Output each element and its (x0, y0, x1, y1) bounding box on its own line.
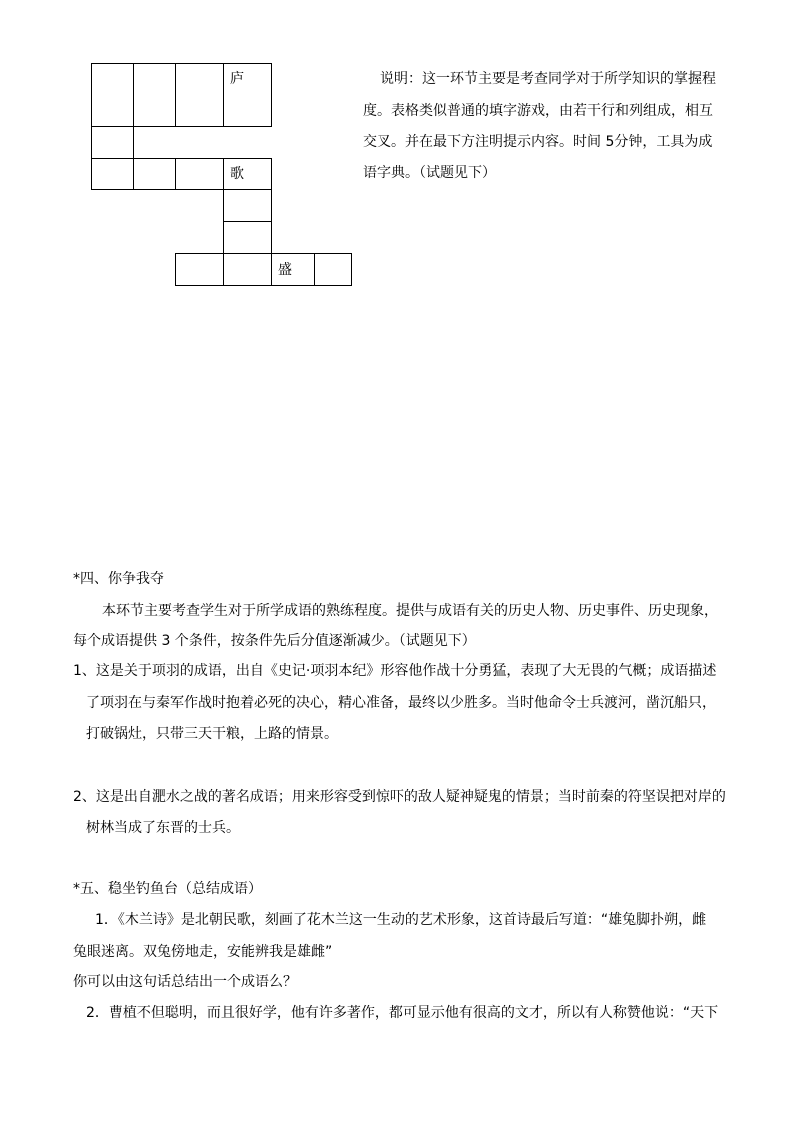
section5-q1-prompt: 你可以由这句话总结出一个成语么？ (73, 974, 297, 990)
question-2-line: 树林当成了东晋的士兵。 (86, 820, 240, 836)
crossword-cell[interactable] (91, 63, 134, 127)
question-1-line: 了项羽在与秦军作战时抱着必死的决心，精心准备，最终以少胜多。当时他命令士兵渡河，凿沉船只， (86, 695, 716, 711)
section4-intro-line: 本环节主要考查学生对于所学成语的熟练程度。提供与成语有关的历史人物、历史事件、历史现象， (102, 603, 718, 619)
crossword-cell[interactable] (223, 221, 272, 254)
crossword-cell[interactable] (175, 158, 224, 190)
crossword-cell[interactable] (133, 158, 176, 190)
note-line: 语字典。（试题见下） (363, 165, 496, 181)
note-line: 交叉。并在最下方注明提示内容。时间 5分钟，工具为成 (363, 134, 713, 150)
section5-heading: *五、稳坐钓鱼台（总结成语） (73, 881, 262, 897)
section5-q2-line: 2．曹植不但聪明，而且很好学，他有许多著作，都可显示他有很高的文才，所以有人称赞他说：“天下 (86, 1005, 719, 1021)
question-1-line: 1、这是关于项羽的成语，出自《史记·项羽本纪》形容他作战十分勇猛，表现了大无畏的气概；成语描述 (73, 663, 717, 679)
crossword-cell[interactable] (91, 158, 134, 190)
crossword-char-ge: 歌 (230, 166, 244, 182)
crossword-cell-ge[interactable] (223, 158, 272, 190)
crossword-cell[interactable] (175, 63, 224, 127)
section4-intro-line: 每个成语提供 3 个条件，按条件先后分值逐渐减少。（试题见下） (73, 633, 476, 649)
section4-heading: *四、你争我夺 (73, 571, 164, 587)
section5-q1-line: 1．《木兰诗》是北朝民歌，刻画了花木兰这一生动的艺术形象，这首诗最后写道：“雄兔脚扑朔，雌 (95, 912, 707, 928)
crossword-cell[interactable] (175, 253, 224, 286)
note-line: 说明：这一环节主要是考查同学对于所学知识的掌握程 (380, 71, 716, 87)
crossword-cell[interactable] (223, 253, 272, 286)
crossword-cell-sheng[interactable] (271, 253, 315, 286)
crossword-cell[interactable] (223, 189, 272, 222)
crossword-cell[interactable] (133, 63, 176, 127)
question-1-line: 打破锅灶，只带三天干粮，上路的情景。 (86, 726, 338, 742)
crossword-char-lu: 庐 (230, 71, 244, 87)
crossword-cell[interactable] (314, 253, 352, 286)
note-line: 度。表格类似普通的填字游戏，由若干行和列组成，相互 (363, 103, 713, 119)
crossword-char-sheng: 盛 (278, 262, 292, 278)
crossword-cell-lu[interactable] (223, 63, 272, 127)
crossword-cell[interactable] (91, 126, 134, 159)
question-2-line: 2、这是出自淝水之战的著名成语；用来形容受到惊吓的敌人疑神疑鬼的情景；当时前秦的符坚误把对岸的 (73, 789, 726, 805)
section5-q1-line: 兔眼迷离。双兔傍地走，安能辨我是雄雌” (73, 944, 333, 960)
